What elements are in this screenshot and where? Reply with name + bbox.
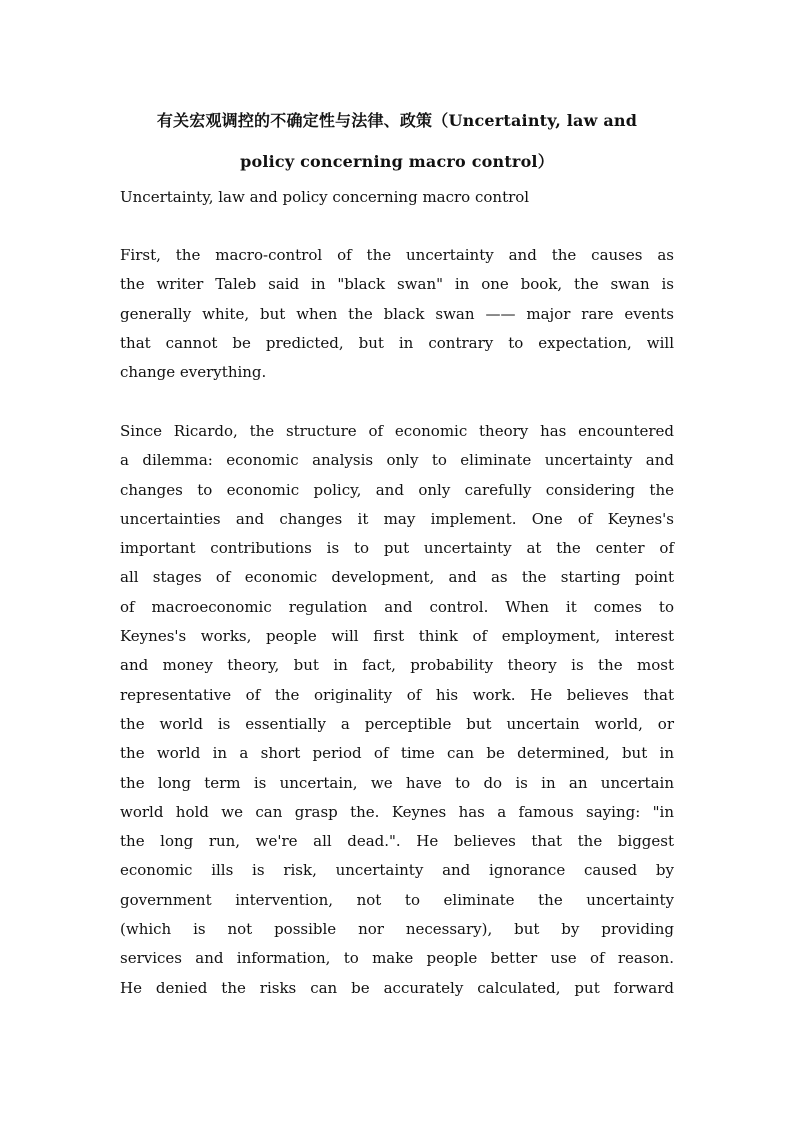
paragraph-line: the world is essentially a perceptible but uncertain world, or [120,714,674,733]
paragraph-line: important contributions is to put uncertainty at the center of [120,539,674,558]
paragraph-line: and money theory, but in fact, probability theory is the most [120,656,674,675]
paragraph-line: the writer Taleb said in "black swan" in one book, the swan is [120,275,674,294]
paragraph-line: generally white, but when the black swan —— major rare events [120,304,674,323]
paragraph-line: of macroeconomic regulation and control. When it comes to [120,597,674,616]
paragraph-line: the world in a short period of time can be determined, but in [120,744,674,763]
paragraph-1 [120,241,674,387]
paragraph-line: First, the macro-control of the uncertainty and the causes as [120,246,674,264]
paragraph-line: representative of the originality of his work. He believes that [120,685,674,704]
paragraph-line: world hold we can grasp the. Keynes has a famous saying: "in [120,802,674,821]
paragraph-line: Since Ricardo, the structure of economic theory has encountered [120,422,674,440]
paragraph-line: (which is not possible nor necessary), but by providing [120,920,674,939]
paragraph-line: all stages of economic development, and as the starting point [120,568,674,587]
paragraph-line: the long term is uncertain, we have to do is in an uncertain [120,773,674,792]
paragraph-line: the long run, we're all dead.". He believes that the biggest [120,832,674,851]
paragraph-line: economic ills is risk, uncertainty and ignorance caused by [120,861,674,880]
paragraph-line: a dilemma: economic analysis only to eliminate uncertainty and [120,451,674,470]
paragraph-line: changes to economic policy, and only carefully considering the [120,480,674,499]
paragraph-line: services and information, to make people better use of reason. [120,949,674,968]
document-subtitle: Uncertainty, law and policy concerning macro control [120,188,530,206]
paragraph-line: Keynes's works, people will first think of employment, interest [120,627,674,646]
paragraph-2 [120,417,674,1003]
document-title-line-2: policy concerning macro control） [240,152,554,171]
paragraph-line: government intervention, not to eliminate the uncertainty [120,890,674,909]
paragraph-line: change everything. [120,363,267,382]
paragraph-line: He denied the risks can be accurately calculated, put forward [120,978,674,997]
paragraph-line: uncertainties and changes it may implement. One of Keynes's [120,509,674,528]
paragraph-line: that cannot be predicted, but in contrary to expectation, will [120,333,674,352]
document-title-line-1: 有关宏观调控的不确定性与法律、政策（Uncertainty, law and [156,111,638,130]
